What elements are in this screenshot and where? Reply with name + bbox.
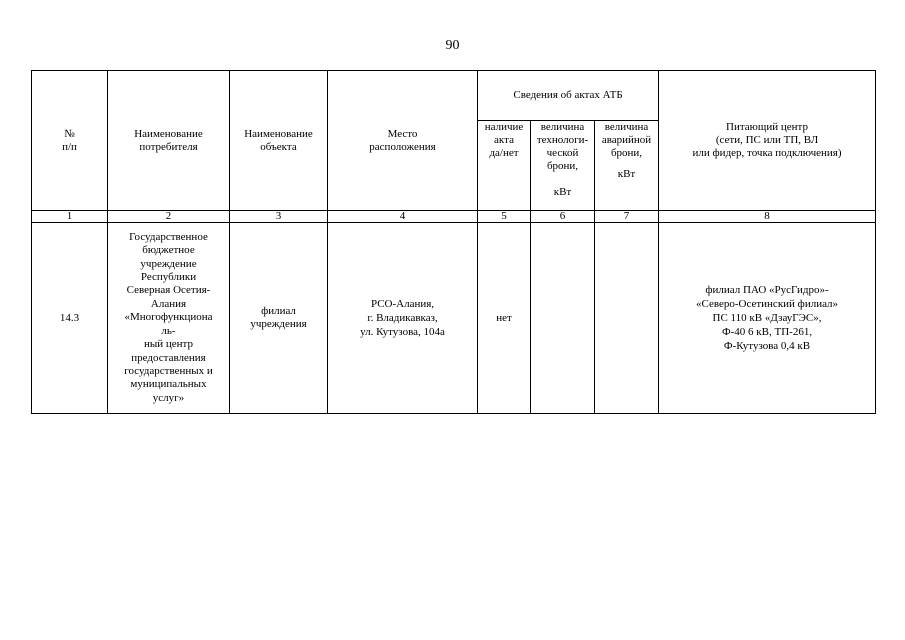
feed-line: ПС 110 кВ «ДзауГЭС»,: [712, 312, 822, 324]
page-number: 90: [445, 38, 460, 53]
header-consumer: [108, 71, 230, 211]
header-object-line-2: объекта: [260, 140, 297, 153]
header-location-line-2: расположения: [369, 140, 436, 153]
header-consumer-line-1: Наименование: [134, 127, 203, 140]
object-line: филиал: [261, 305, 296, 317]
consumer-line: Северная Осетия-: [126, 284, 211, 297]
consumer-line: бюджетное: [142, 244, 195, 257]
row-object: [230, 223, 328, 414]
column-number: 3: [230, 211, 328, 223]
header-emerg-line-2: аварийной: [601, 134, 652, 146]
header-feed-line-2: (сети, ПС или ТП, ВЛ: [715, 134, 819, 146]
object-line: учреждения: [250, 318, 307, 330]
header-tech-line-4: брони,: [546, 160, 579, 172]
header-feed-line-1: Питающий центр: [726, 121, 808, 133]
header-emerg-line-4: кВт: [617, 168, 636, 180]
header-emerg-line-1: величина: [604, 121, 649, 133]
header-num-line-1: №: [64, 127, 75, 140]
row-location: [328, 223, 478, 414]
header-row-group: [32, 71, 876, 121]
column-number: 8: [659, 211, 876, 223]
header-object: [230, 71, 328, 211]
row-feed: [659, 223, 876, 414]
header-emerg: [595, 121, 659, 211]
feed-line: «Северо-Осетинский филиал»: [695, 298, 839, 310]
header-tech: [531, 121, 595, 211]
feed-line: Ф-40 6 кВ, ТП-261,: [721, 326, 813, 338]
column-number-row: [32, 211, 876, 223]
header-act-line-2: акта: [494, 134, 514, 146]
row-num: 14.3: [32, 223, 108, 414]
consumer-line: учреждение: [140, 257, 197, 270]
header-object-line-1: Наименование: [244, 127, 313, 140]
header-tech-line-1: величина: [540, 121, 585, 133]
row-tech: [531, 223, 595, 414]
location-line: ул. Кутузова, 104а: [360, 326, 445, 338]
header-tech-line-2: технологи-: [536, 134, 589, 146]
consumer-line: услуг»: [152, 391, 185, 404]
consumer-line: ный центр: [143, 338, 193, 351]
row-emerg: [595, 223, 659, 414]
header-tech-line-3: ческой: [546, 147, 579, 159]
header-atb-group: Сведения об актах АТБ: [478, 71, 659, 121]
atb-table: [31, 70, 876, 414]
header-act-line-3: да/нет: [489, 147, 519, 159]
column-number: 5: [478, 211, 531, 223]
location-line: г. Владикавказ,: [367, 312, 438, 324]
consumer-line: предоставления: [131, 351, 206, 364]
header-feed: [659, 71, 876, 211]
header-num: [32, 71, 108, 211]
column-number: 2: [108, 211, 230, 223]
consumer-line: муниципальных: [130, 378, 207, 391]
column-number: 6: [531, 211, 595, 223]
header-act: [478, 121, 531, 211]
row-act: нет: [478, 223, 531, 414]
feed-line: Ф-Кутузова 0,4 кВ: [723, 340, 811, 352]
column-number: 7: [595, 211, 659, 223]
header-tech-line-5: кВт: [553, 186, 572, 198]
row-consumer: [108, 223, 230, 414]
header-emerg-line-3: брони,: [610, 147, 643, 159]
header-location: [328, 71, 478, 211]
header-act-line-1: наличие: [484, 121, 524, 133]
header-consumer-line-2: потребителя: [139, 140, 198, 153]
table-row: [32, 223, 876, 414]
header-feed-line-3: или фидер, точка подключения): [692, 147, 842, 159]
consumer-line: ль-: [161, 324, 176, 337]
consumer-line: государственных и: [124, 364, 213, 377]
consumer-line: Алания: [150, 297, 187, 310]
consumer-line: Государственное: [129, 230, 208, 243]
consumer-line: «Многофункциона: [124, 311, 213, 324]
feed-line: филиал ПАО «РусГидро»-: [705, 284, 829, 296]
column-number: 1: [32, 211, 108, 223]
consumer-line: Республики: [140, 271, 197, 284]
location-line: РСО-Алания,: [370, 298, 435, 310]
header-location-line-1: Место: [387, 127, 418, 140]
header-num-line-2: п/п: [62, 140, 77, 153]
column-number: 4: [328, 211, 478, 223]
